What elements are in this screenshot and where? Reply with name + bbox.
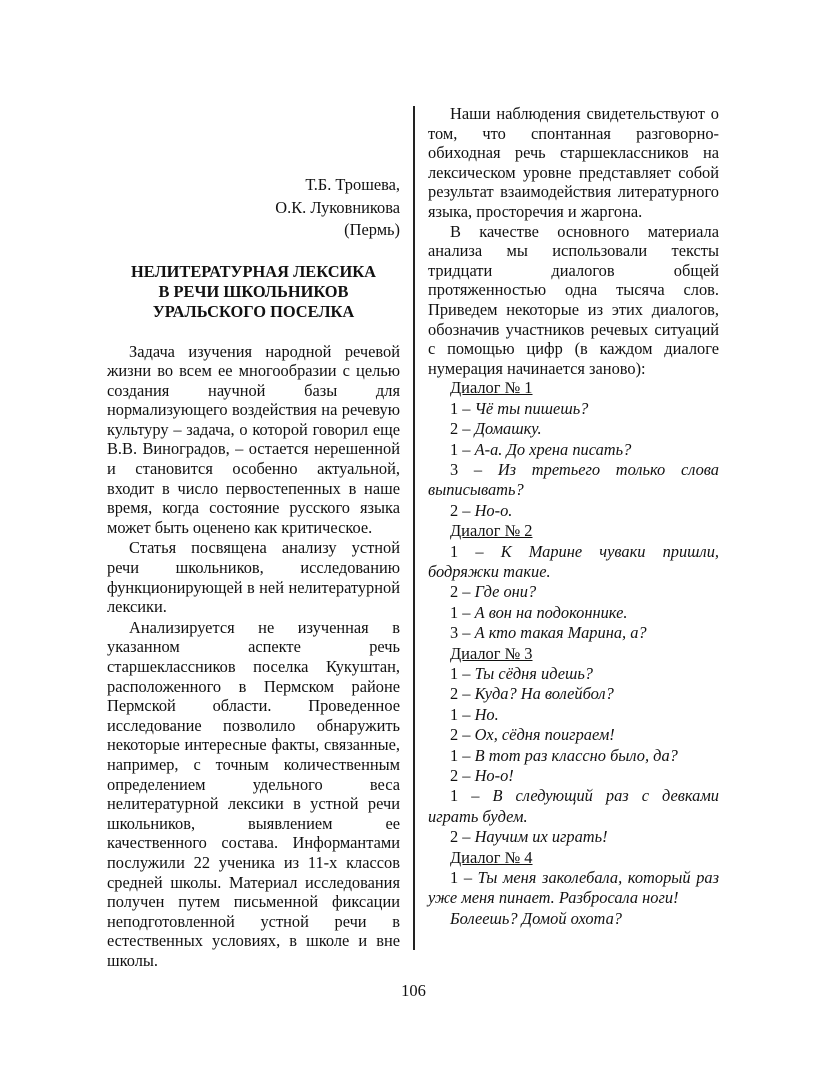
dialog-line: 2 – Домашку. <box>450 419 542 439</box>
dialog-heading: Диалог № 1 <box>450 378 533 398</box>
author-line: О.К. Луковникова <box>275 197 400 217</box>
dialog-line: 2 – Ох, сёдня поиграем! <box>450 725 615 745</box>
dialog-line: 2 – Но-о! <box>450 766 514 786</box>
dialog-line: 1 – В следующий раз с девками играть будем. <box>428 786 719 826</box>
paragraph: В качестве основного материала анализа мы использовали тексты тридцати диалогов общей протяженностью одна тысяча слов. Приведем некоторые из этих диалогов, обозначив участников речевых ситуаций с помощью цифр (в каждом диалоге нумерация начинается заново): <box>428 221 719 378</box>
dialog-line: 1 – К Марине чуваки пришли, бодряжки такие. <box>428 541 719 581</box>
paragraph: Анализируется не изученная в указанном аспекте речь старшеклассников поселка Кукуштан, расположенного в Пермском районе Пермской области. Проведенное исследование позволило обнаружить некоторые интересные факты, связанные, например, с точным количественным определением удельного веса нелитературной лексики в устной речи школьников, выявлением ее качественного состава. Информантами послужили 22 ученика из 11-х классов средней школы. Материал исследования получен путем письменной фиксации неподготовленной устной речи в естественных условиях, в школе и вне школы. <box>107 617 400 970</box>
author-affiliation: (Пермь) <box>344 220 400 239</box>
dialog-line: 2 – Но-о. <box>450 500 513 520</box>
paragraph: Статья посвящена анализу устной речи школьников, исследованию функционирующей в ней нелитературной лексики. <box>107 538 400 617</box>
paragraph: Наши наблюдения свидетельствуют о том, что спонтанная разговорно-обиходная речь старшеклассников на лексическом уровне представляет собой результат взаимодействия литературного языка, просторечия и жаргона. <box>428 104 719 221</box>
article-title <box>107 262 400 322</box>
dialog-line: 2 – Где они? <box>450 582 537 602</box>
left-column <box>107 104 400 971</box>
dialog-line: 3 – Из третьего только слова выписывать? <box>428 459 719 500</box>
authors-block <box>107 174 400 242</box>
title-line: В РЕЧИ ШКОЛЬНИКОВ <box>158 281 349 301</box>
dialog-heading: Диалог № 2 <box>450 521 533 541</box>
dialog-line: 1 – Чё ты пишешь? <box>450 398 589 418</box>
page-number: 106 <box>401 981 426 1000</box>
title-line: НЕЛИТЕРАТУРНАЯ ЛЕКСИКА <box>130 261 377 281</box>
author-line: Т.Б. Трошева, <box>305 175 400 194</box>
title-line: УРАЛЬСКОГО ПОСЕЛКА <box>152 301 355 321</box>
right-column <box>428 104 719 929</box>
dialog-line: 3 – А кто такая Марина, а? <box>450 623 647 643</box>
dialog-line: 2 – Куда? На волейбол? <box>450 684 614 704</box>
dialog-3 <box>428 644 719 848</box>
dialog-line: 1 – В тот раз классно было, да? <box>450 745 678 765</box>
dialog-line: 1 – А вон на подоконнике. <box>450 602 628 622</box>
dialog-line: Болеешь? Домой охота? <box>450 908 622 928</box>
dialog-heading: Диалог № 4 <box>450 847 533 867</box>
dialog-line: 1 – Ты меня заколебала, который раз уже меня пинает. Разбросала ноги! <box>428 868 719 908</box>
paragraph: Задача изучения народной речевой жизни во всем ее многообразии с целью создания научной базы для нормализующего воздействия на речевую культуру – задача, о которой говорил еще В.В. Виноградов, – остается нерешенной и становится особенно актуальной, входит в число первостепенных в наше время, когда состояние русского языка может быть оценено как критическое. <box>107 341 400 537</box>
dialog-line: 1 – А-а. До хрена писать? <box>450 439 632 459</box>
dialog-line: 1 – Ты сёдня идешь? <box>450 664 593 683</box>
dialog-line: 1 – Но. <box>450 704 499 724</box>
dialog-1 <box>428 378 719 521</box>
dialog-line: 2 – Научим их играть! <box>450 827 608 847</box>
dialog-heading: Диалог № 3 <box>450 643 533 663</box>
dialog-2 <box>428 521 719 643</box>
dialog-4 <box>428 848 719 930</box>
column-divider <box>413 106 415 950</box>
